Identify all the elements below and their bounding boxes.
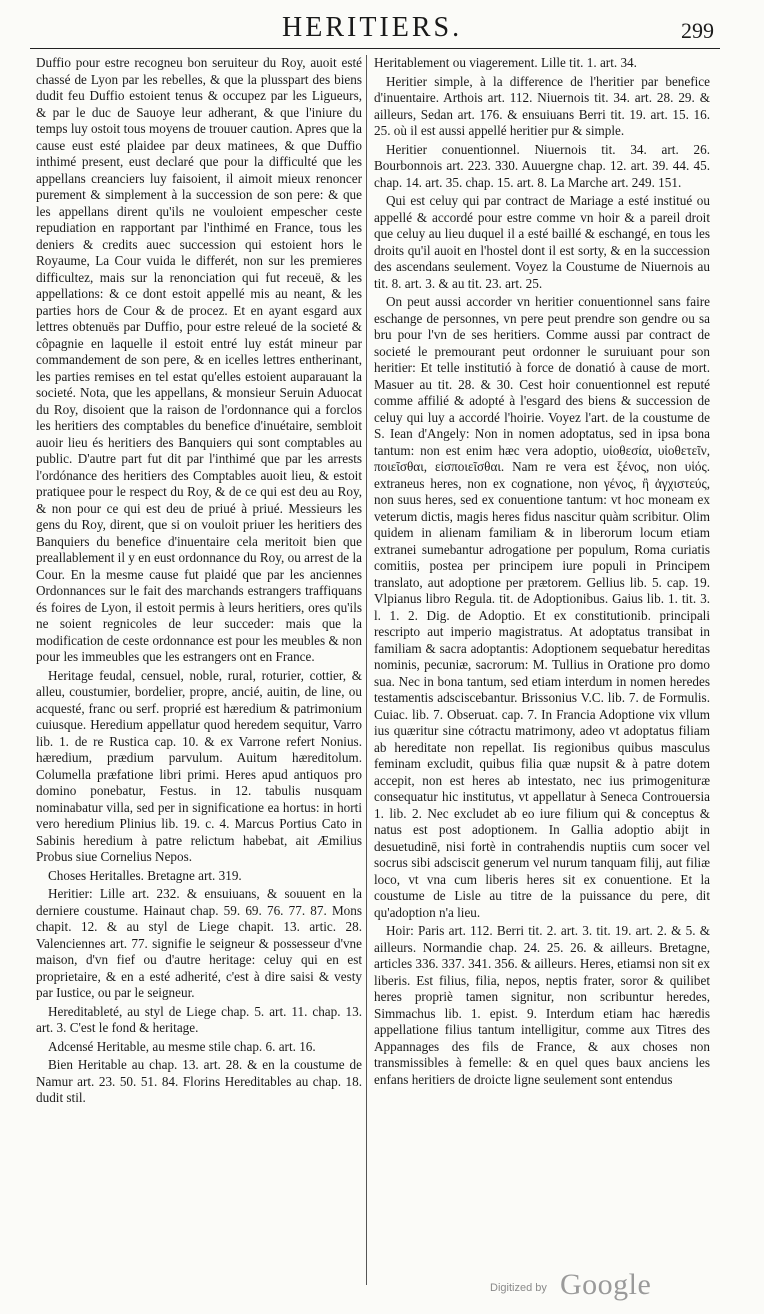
paragraph: On peut aussi accorder vn heritier conuentionnel sans faire eschange de personnes, vn pere peut prendre son gendre ou sa bru pour l'vn de ses heritiers. Comme aussi par contract de societé le premourant peut ordonner le suruiuant pour son heritier: Et telle institutió à force de donatió à cause de mort. Masuer au tit. 28. & 30. Cest hoir conuentionnel est reputé comme affilié & adopté à l'esgard des biens & succession de celuy qui luy a accordé l'hoirie. Voyez l'art. de la coustume de S. Iean d'Angely: Non in nomen adoptatus, sed in ipsa bona tantum: non est enim hæc vera adoptio, υἱοθεσία, υἱοθετεῖν, ποιεῖσθαι, εἰσποιεῖσθαι. Nam re vera est ξένος, non υἱός. extraneus heres, non ex cognatione, non γένος, ἢ ἀγχιστεύς, non suus heres, sed ex conuentione tantum: vt hoc moneam ex veterum dictis, magis heres fidus nascitur quàm scribitur. Olim quidem in alienam familiam & in liberorum locum etiam extranei sumebantur adrogatione per populum, Roma curiatis comitiis, postea per principem iure populi in Principem translato, aut adoptione per prætorem. Gellius lib. 5. cap. 19. Vlpianus libro Regula. tit. de Adoptionibus. Gaius lib. 1. tit. 3. l. 1. 2. Dig. de Adoptio. Et ex constitutionib. principali rescripto aut imperio magistratus. At adoptatus transibat in familiam & sacra adoptantis: Adoptionem sequebatur hereditas nominis, pecuniæ, sacrorum: M. Tullius in Oratione pro domo sua. Nec in bona tantum, sed etiam interdum in nomen heredes testamentis adsciscebantur. Brissonius V.C. lib. 7. de Formulis. Cuiac. lib. 7. Obseruat. cap. 7. In Francia Adoptione vix vllum ius quæritur sine cótractu matrimony, adeo vt adoptatus filiam ab hereditate non repellat. Iis regionibus quibus masculus feminam excludit, quibus filia quæ nupsit & à patre dotem accepit, non est heres ab intestato, nec ius primogenituræ consequatur hic institutus, vt appellatur à Seneca Controuersia 1. lib. 2. Nec excludet ab eo iure filium qui & conceptus & natus est post adoptionem. In Gallia adoptio abijt in desuetudinē, nisi fortè in contrahendis nuptiis cum socer vel socrus sibi adsciscit generum vel nurum tanquam filij, aut filiæ loco, vt vna cum liberis heres sit ex conuentione. Et la coustume de Lisle au titre de la puissance du pere, dit qu'adoption n'a lieu. (374, 294, 710, 920)
paragraph: Heritage feudal, censuel, noble, rural, roturier, cottier, & alleu, coustumier, bordelier, propre, ancié, auitin, de line, ou acquesté, franc ou serf. proprié est hæredium & patrimonium cuiusque. Heredium appellatur quod heredem sequitur, Varro lib. 1. de re Rustica cap. 10. & ex Varrone refert Nonius. hæredium, prædium parvulum. Auitum hæreditolum. Columella præfatione libri primi. Heres apud antiquos pro domino ponebatur, Festus. in 12. tabulis nusquam nominabatur villa, sed per in significatione ea hortus: in horti vero heredium Plinius lib. 19. c. 4. Marcus Portius Cato in Sabinis heredium à patre relictum habebat, ait Æmilius Probus siue Cornelius Nepos. (36, 667, 362, 864)
google-logo: Google (560, 1268, 652, 1301)
running-title: HERITIERS. (282, 12, 463, 43)
paragraph: Heritier simple, à la difference de l'heritier par benefice d'inuentaire. Arthois art. 112. Niuernois tit. 34. art. 28. 29. & ailleurs, Sedan art. 176. & ensuiuans Berri tit. 19. art. 15. 16. 25. où il est aussi appellé heritier pur & simple. (374, 73, 710, 138)
page-header (0, 12, 764, 52)
header-rule (30, 48, 720, 49)
right-column (374, 55, 710, 1285)
paragraph: Duffio pour estre recogneu bon seruiteur du Roy, auoit esté chassé de Lyon par les rebelles, & que la plusspart des biens dudit feu Duffio estoient tenus & occupez par les Ligueurs, & par le duc de Sauoye leur adherant, & que l'iniure du temps luy ostoit tous moyens de trouuer caution. Apres que la cause eust esté plaidee par deux matinees, & que Duffio inthimé present, eust declaré que pour la difficulté que les appellans creanciers luy faisoient, il aimoit mieux renoncer purement & simplement à la succession de son pere: & que les appellans dirent qu'ils ne vouloient empescher ceste repudiation en rapportant par l'inthimé en France, tous les deniers & credits auec succession qui estoient hors le Royaume, La Cour vuida le differét, non sur les premieres difficultez, mais sur la renonciation qui fut receuë, & les appellations: & ce dont estoit appellé mis au neant, & les parties hors de Cour & de procez. Et en ayant esgard aux lettres obtenuës par Duffio, pour estre releué de la societé & côpagnie en laquelle il estoit entré luy estát mineur par commandement de son pere, & en icelles lettres entherinant, les parties remises en tel estat qu'elles estoient auparauant la societé. Nota, que les appellans, & monsieur Seruin Aduocat du Roy, disoient que la raison de l'ordonnance qui a forclos les heritiers des comptables du benefice d'inuétaire, sembloit auoir lieu és heritiers des Banquiers qui sont comptables au public. D'autre part fut dit par l'inthimé que par les arrests l'ordónance des heritiers des Comptables auoit lieu, & estoit pratiquee pour le respect du Roy, & de ce qui est deu au Roy, & non pour ce qui est deu de priué à priué. Messieurs les gens du Roy, dirent, que si on vouloit priuer les heritiers des Banquiers du benefice d'inuentaire cela meritoit bien que preallablement il y en eust ordonnance du Roy, ou arrest de la Cour. En la mesme cause fut plaidé que par les anciennes Ordonnances sur le fait des marchands estrangers traffiquans és foires de Lyon, il estoit permis à leurs heritiers, ores qu'ils ne soient regnicoles de leur succeder: mais que la modification de ceste ordonnance est pour les meubles & non pour les immeubles que les estrangers ont en France. (36, 55, 362, 664)
paragraph: Hereditableté, au styl de Liege chap. 5. art. 11. chap. 13. art. 3. C'est le fond & heritage. (36, 1003, 362, 1035)
left-column (36, 55, 362, 1285)
page-number: 299 (681, 18, 714, 43)
paragraph: Heritier conuentionnel. Niuernois tit. 34. art. 26. Bourbonnois art. 223. 330. Auuergne chap. 12. art. 39. 44. 45. chap. 14. art. 35. chap. 15. art. 8. La Marche art. 249. 151. (374, 141, 710, 190)
digitized-by-label: Digitized by (490, 1282, 547, 1294)
paragraph: Choses Heritalles. Bretagne art. 319. (48, 867, 242, 883)
column-divider (366, 55, 367, 1285)
paragraph: Heritablement ou viagerement. Lille tit. 1. art. 34. (374, 55, 637, 70)
paragraph: Qui est celuy qui par contract de Mariage a esté institué ou appellé & accordé pour estre comme vn hoir & a pareil droit que celuy au lieu duquel il a esté baillé & eschangé, en tous les droits qu'il auoit en l'hostel dont il est sorty, & en la succession des ascendans seulement. Voyez la Coustume de Niuernois au tit. 8. art. 3. & au tit. 23. art. 25. (374, 193, 710, 291)
paragraph: Adcensé Heritable, au mesme stile chap. 6. art. 16. (48, 1038, 316, 1054)
digitization-footer (490, 1268, 720, 1302)
paragraph: Bien Heritable au chap. 13. art. 28. & en la coustume de Namur art. 23. 50. 51. 84. Florins Hereditables au chap. 18. dudit stil. (36, 1057, 362, 1105)
paragraph: Hoir: Paris art. 112. Berri tit. 2. art. 3. tit. 19. art. 2. & 5. & ailleurs. Normandie chap. 24. 25. 26. & ailleurs. Bretagne, articles 336. 337. 341. 356. & ailleurs. Heres, etiamsi non sit ex liberis. Est filius, filia, nepos, neptis frater, soror & quilibet heres propriè tamen signitur, non scribuntur heredes, Simmachus lib. 1. epist. 9. Interdum etiam hac hæredis appellatione filius tantum intelligitur, comme aux Titres des Appannages des fils de France, & aux choses non transmissibles à femelle: & en quel ques baux anciens les enfans heritiers de droicte ligne seulement sont entendus (374, 923, 710, 1087)
paragraph: Heritier: Lille art. 232. & ensuiuans, & souuent en la derniere coustume. Hainaut chap. 59. 69. 76. 77. 87. Mons chapit. 12. & au styl de Liege chapit. 13. artic. 28. Valenciennes art. 77. signifie le seigneur & possesseur d'vne maison, d'vn fief ou d'autre heritage: celuy qui en est proprietaire, & en a esté adherité, c'est à dire saisi & vesty par Iustice, ou par le seigneur. (36, 886, 362, 1000)
